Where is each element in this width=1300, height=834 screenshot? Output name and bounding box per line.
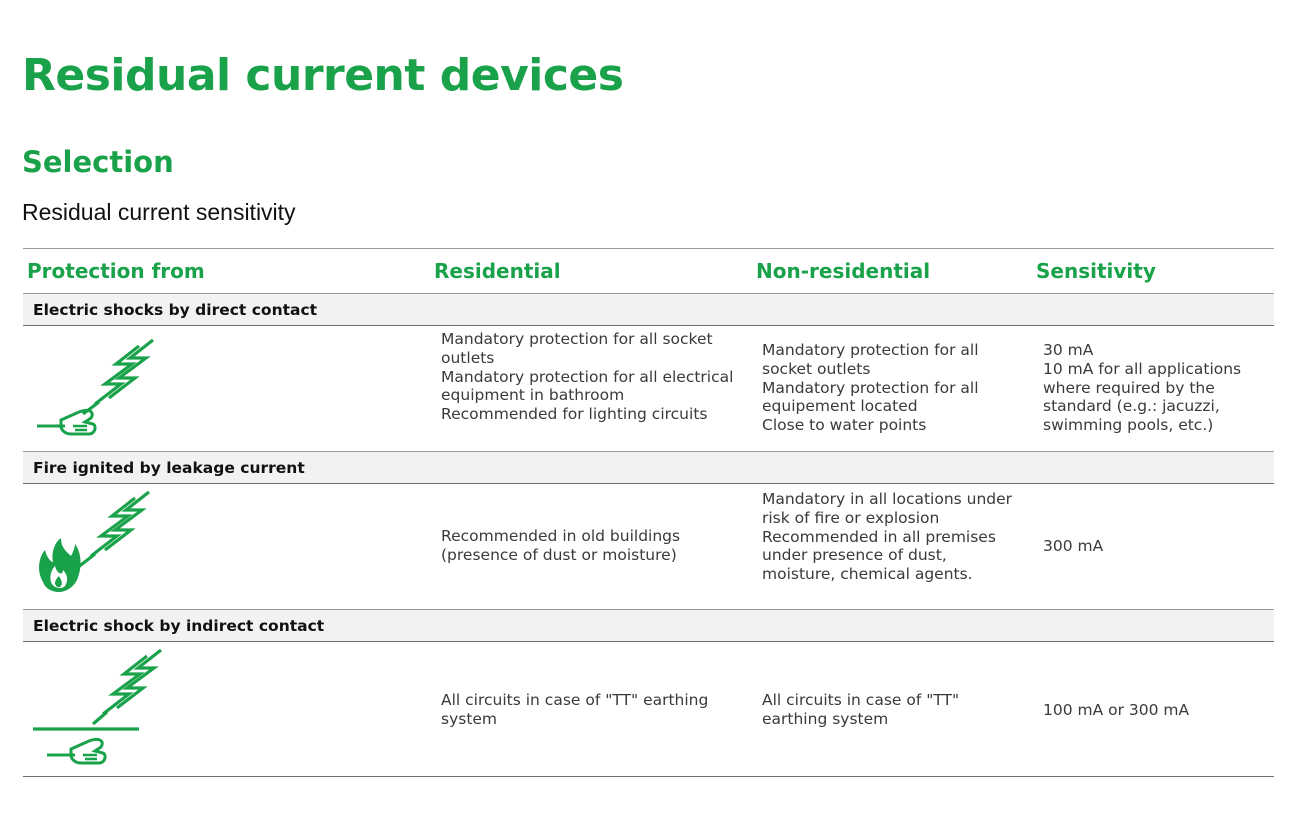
cell-line: Recommended in all premises (762, 527, 996, 546)
cell-line: under presence of dust, (762, 546, 947, 565)
cell-line: Mandatory protection for all socket (441, 330, 713, 349)
header-non-residential: Non-residential (756, 259, 931, 283)
cell-line: Mandatory in all locations under (762, 490, 1013, 509)
cell-line: swimming pools, etc.) (1043, 416, 1214, 435)
content-row-fire (23, 484, 1274, 610)
residential-cell (441, 526, 751, 566)
header-protection-from: Protection from (27, 259, 205, 283)
cell-line: All circuits in case of "TT" earthing (441, 691, 709, 710)
cell-line: risk of fire or explosion (762, 508, 940, 527)
cell-line: where required by the (1043, 378, 1215, 397)
cell-line: Mandatory protection for all electrical (441, 367, 734, 386)
residential-cell (441, 690, 751, 730)
cell-line: Recommended for lighting circuits (441, 405, 708, 424)
residential-cell (441, 332, 751, 422)
table-subtitle: Residual current sensitivity (22, 199, 296, 225)
cell-line: Mandatory protection for all (762, 341, 979, 360)
sensitivity-cell (1043, 536, 1268, 556)
header-sensitivity: Sensitivity (1036, 259, 1156, 283)
cell-line: outlets (441, 348, 495, 367)
non-residential-cell (762, 690, 1032, 730)
cell-line: Mandatory protection for all (762, 378, 979, 397)
cell-line: 100 mA or 300 mA (1043, 700, 1190, 719)
cell-line: Close to water points (762, 416, 927, 435)
cell-line: standard (e.g.: jacuzzi, (1043, 397, 1220, 416)
group-row-direct-contact (23, 294, 1274, 326)
ground-hand-lightning-icon (29, 642, 179, 776)
hand-lightning-icon (29, 326, 179, 451)
cell-line: 10 mA for all applications (1043, 359, 1242, 378)
cell-line: 30 mA (1043, 341, 1094, 360)
cell-line: 300 mA (1043, 536, 1104, 555)
group-title: Electric shocks by direct contact (33, 301, 318, 319)
cell-line: moisture, chemical agents. (762, 565, 973, 584)
cell-line: system (441, 710, 498, 728)
group-title: Fire ignited by leakage current (33, 459, 305, 477)
cell-line: (presence of dust or moisture) (441, 546, 677, 564)
header-residential: Residential (434, 259, 561, 283)
sensitivity-table (23, 248, 1274, 777)
cell-line: earthing system (762, 710, 889, 728)
page-title: Residual current devices (22, 50, 624, 101)
cell-line: equipment in bathroom (441, 386, 625, 405)
group-title: Electric shock by indirect contact (33, 617, 325, 635)
content-row-direct-contact (23, 326, 1274, 452)
cell-line: Recommended in old buildings (441, 527, 681, 546)
table-header-row (23, 248, 1274, 294)
group-row-indirect-contact (23, 610, 1274, 642)
non-residential-cell (762, 490, 1032, 584)
non-residential-cell (762, 341, 1032, 435)
sensitivity-cell (1043, 341, 1268, 435)
sensitivity-cell (1043, 700, 1268, 720)
cell-line: equipement located (762, 397, 918, 416)
cell-line: All circuits in case of "TT" (762, 691, 960, 710)
section-title: Selection (22, 145, 174, 179)
fire-lightning-icon (29, 484, 179, 609)
group-row-fire (23, 452, 1274, 484)
content-row-indirect-contact (23, 642, 1274, 777)
cell-line: socket outlets (762, 359, 871, 378)
